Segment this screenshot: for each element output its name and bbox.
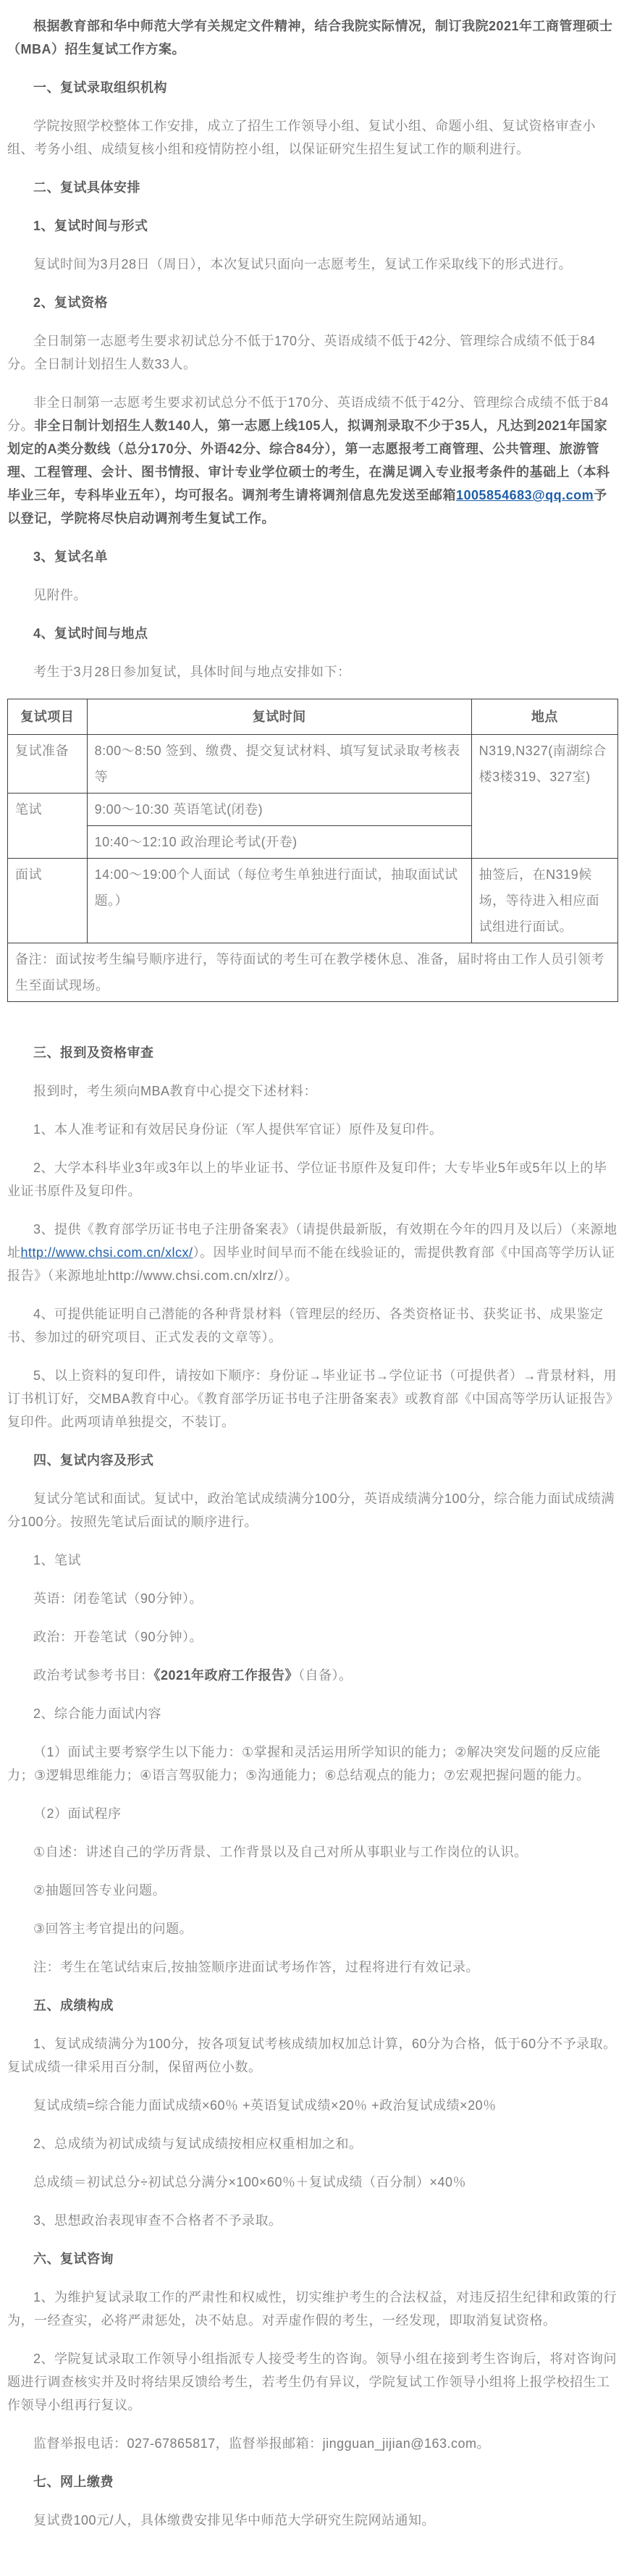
text-segment: （1）面试主要考察学生以下能力：①掌握和灵活运用所学知识的能力；②解决突发问题的反应能力；③逻辑思维能力；④语言驾驭能力；⑤沟通能力；⑥总结观点的能力；⑦宏观把握问题的能力。: [7, 1745, 601, 1782]
text-segment: 三、报到及资格审查: [33, 1045, 154, 1060]
paragraph: [7, 1302, 618, 1349]
text-segment: （自备）。: [298, 1668, 353, 1683]
paragraph-politics-book: [7, 1664, 618, 1687]
paragraph: [7, 1487, 618, 1533]
text-segment: 2、复试资格: [33, 295, 109, 310]
paragraph: [7, 1079, 618, 1103]
table-header-cell: 复试时间: [87, 699, 471, 735]
paragraph: [7, 1156, 618, 1203]
paragraph: [7, 2347, 618, 2417]
table-cell: 备注：面试按考生编号顺序进行，等待面试的考生可在教学楼休息、准备，届时将由工作人员引领考生至面试现场。: [8, 943, 618, 1002]
text-segment: 4、复试时间与地点: [33, 626, 148, 641]
paragraph: [7, 2132, 618, 2155]
text-segment: 3、思想政治表现审查不合格者不予录取。: [33, 2213, 282, 2228]
section-heading-7: [7, 2470, 618, 2493]
paragraph: [7, 2509, 618, 2532]
subsection-heading-2-2: [7, 291, 618, 314]
text-segment: ①自述：讲述自己的学历背景、工作背景以及自己对所从事职业与工作岗位的认识。: [33, 1845, 528, 1859]
text-segment: 二、复试具体安排: [33, 180, 140, 195]
paragraph: [7, 1549, 618, 1572]
text-segment: 1、为维护复试录取工作的严肃性和权威性，切实维护考生的合法权益，对违反招生纪律和政策的行为，一经查实，必将严肃惩处，决不姑息。对弄虚作假的考生，一经发现，即取消复试资格。: [7, 2290, 617, 2328]
text-segment: 总成绩＝初试总分÷初试总分满分×100×60％＋复试成绩（百分制）×40％: [33, 2175, 466, 2189]
table-cell: 抽签后，在N319候场，等待进入相应面试组进行面试。: [471, 859, 617, 943]
text-segment: 四、复试内容及形式: [33, 1453, 154, 1468]
table-row: [8, 859, 618, 943]
section-heading-5: [7, 1994, 618, 2017]
text-segment: 见附件。: [33, 588, 87, 602]
text-segment: ②抽题回答专业问题。: [33, 1883, 166, 1898]
table-cell: 9:00～10:30 英语笔试(闭卷): [87, 794, 471, 826]
table-cell: 笔试: [8, 794, 88, 859]
paragraph-adjustment: [7, 391, 618, 530]
text-segment: 政治：开卷笔试（90分钟）。: [33, 1630, 203, 1644]
text-segment: 2、综合能力面试内容: [33, 1706, 162, 1721]
paragraph: [7, 2032, 618, 2079]
table-row: [8, 943, 618, 1002]
table-cell: N319,N327(南湖综合楼3楼319、327室): [471, 735, 617, 859]
section-heading-1: [7, 76, 618, 99]
text-segment: 复试成绩=综合能力面试成绩×60％ +英语复试成绩×20％ +政治复试成绩×20％: [33, 2098, 497, 2113]
text-segment: 六、复试咨询: [33, 2252, 114, 2266]
schedule-table: [7, 699, 618, 1002]
paragraph: [7, 1741, 618, 1787]
paragraph-chsi: [7, 1218, 618, 1287]
text-segment: 3、提供《教育部学历证书电子注册备案表》（请提供最新版，有效期在今年的四月及以后）（来源地址: [7, 1222, 617, 1260]
text-segment: 5、以上资料的复印件，请按如下顺序：身份证→毕业证书→学位证书（可提供者）→背景材料，用订书机订好，交MBA教育中心。《教育部学历证书电子注册备案表》或教育部《中国高等学历认证报告》复印件。此两项请单独提交，不装订。: [7, 1368, 617, 1429]
section-heading-6: [7, 2247, 618, 2270]
paragraph: [7, 1702, 618, 1725]
subsection-heading-2-4: [7, 622, 618, 645]
text-segment: 复试费100元/人，具体缴费安排见华中师范大学研究生院网站通知。: [33, 2513, 436, 2527]
paragraph: [7, 1956, 618, 1979]
table-header-cell: 地点: [471, 699, 617, 735]
text-segment: 2、学院复试录取工作领导小组指派专人接受考生的咨询。领导小组在接到考生咨询后，将对咨询问题进行调查核实并及时将结果反馈给考生，若考生仍有异议，学院复试工作领导小组将上报学校招生工作领导小组再行复议。: [7, 2352, 617, 2412]
text-segment: 1、本人准考证和有效居民身份证（军人提供军官证）原件及复印件。: [33, 1122, 443, 1137]
text-segment: ）。因毕业时间早而不能在线验证的，需提供教育部《中国高等学历认证报告》（来源地址http://www.chsi.com.cn/xlrz/）。: [7, 1245, 615, 1283]
paragraph: [7, 1879, 618, 1902]
text-segment: 全日制第一志愿考生要求初试总分不低于170分、英语成绩不低于42分、管理综合成绩不低于84分。全日制计划招生人数33人。: [7, 334, 596, 371]
table-cell: 10:40～12:10 政治理论考试(开卷): [87, 826, 471, 859]
paragraph-formula-retest: [7, 2094, 618, 2117]
paragraph: [7, 2286, 618, 2332]
text-segment: ③回答主考官提出的问题。: [33, 1922, 193, 1936]
paragraph: [7, 114, 618, 161]
text-segment: 2、总成绩为初试成绩与复试成绩按相应权重相加之和。: [33, 2137, 363, 2151]
text-segment: 1、笔试: [33, 1553, 82, 1567]
text-segment: 予以登记，学院将尽快启动调剂考生复试工作。: [7, 488, 607, 526]
paragraph: [7, 584, 618, 607]
text-segment: 注：考生在笔试结束后,按抽签顺序进面试考场作答，过程将进行有效记录。: [33, 1960, 479, 1974]
text-segment: 《2021年政府工作报告》: [153, 1668, 299, 1683]
section-heading-3: [7, 1041, 618, 1064]
paragraph: [7, 660, 618, 683]
text-segment: 4、可提供能证明自己潜能的各种背景材料（管理层的经历、各类资格证书、获奖证书、成果鉴定书、参加过的研究项目、正式发表的文章等）。: [7, 1307, 604, 1344]
text-segment: 1、复试时间与形式: [33, 219, 148, 233]
paragraph: [7, 1364, 618, 1434]
paragraph: [7, 2209, 618, 2232]
text-segment: 一、复试录取组织机构: [33, 80, 167, 95]
table-cell: 14:00～19:00个人面试（每位考生单独进行面试，抽取面试试题。）: [87, 859, 471, 943]
paragraph: [7, 1625, 618, 1649]
table-cell: 面试: [8, 859, 88, 943]
table-row: [8, 735, 618, 794]
subsection-heading-2-3: [7, 545, 618, 568]
text-segment: 考生于3月28日参加复试，具体时间与地点安排如下：: [33, 665, 351, 679]
text-segment: 英语：闭卷笔试（90分钟）。: [33, 1591, 203, 1606]
paragraph-formula-total: [7, 2171, 618, 2194]
text-segment: 报到时，考生须向MBA教育中心提交下述材料：: [33, 1084, 318, 1098]
section-heading-2: [7, 176, 618, 199]
text-segment: （2）面试程序: [33, 1806, 122, 1821]
paragraph: [7, 329, 618, 376]
email-link[interactable]: 1005854683@qq.com: [456, 488, 594, 502]
chsi-xlcx-link[interactable]: http://www.chsi.com.cn/xlcx/: [20, 1245, 193, 1260]
text-segment: 3、复试名单: [33, 550, 109, 564]
text-segment: 七、网上缴费: [33, 2475, 114, 2489]
text-segment: 1、复试成绩满分为100分，按各项复试考核成绩加权加总计算，60分为合格，低于60分不予录取。复试成绩一律采用百分制，保留两位小数。: [7, 2037, 617, 2074]
table-header-cell: 复试项目: [8, 699, 88, 735]
text-segment: 根据教育部和华中师范大学有关规定文件精神，结合我院实际情况，制订我院2021年工商管理硕士（MBA）招生复试工作方案。: [7, 19, 613, 56]
paragraph: [7, 253, 618, 276]
paragraph: [7, 1587, 618, 1610]
table-cell: 8:00～8:50 签到、缴费、提交复试材料、填写复试录取考核表等: [87, 735, 471, 794]
table-header-row: [8, 699, 618, 735]
paragraph: [7, 1840, 618, 1864]
paragraph: [7, 1118, 618, 1141]
text-segment: 非全日制第一志愿考生要求初试总分不低于170分、英语成绩不低于42分、管理综合成绩不低于84分。: [7, 395, 610, 433]
paragraph: [7, 1917, 618, 1940]
text-segment: 非全日制计划招生人数140人，第一志愿上线105人，拟调剂录取不少于35人，凡达到2021年国家划定的A类分数线（总分170分、外语42分、综合84分），第一志愿报考工商管理、公共管理、旅游管理、工程管理、会计、图书情报、审计专业学位硕士的考生，在满足调入专业报考条件的基础上（本科毕业三年，专科毕业五年），均可报名。调剂考生请将调剂信息先发送至邮箱: [7, 418, 610, 502]
text-segment: 政治考试参考书目：: [33, 1668, 154, 1683]
section-heading-4: [7, 1449, 618, 1472]
text-segment: 五、成绩构成: [33, 1998, 114, 2013]
text-segment: 复试分笔试和面试。复试中，政治笔试成绩满分100分，英语成绩满分100分，综合能力面试成绩满分100分。按照先笔试后面试的顺序进行。: [7, 1491, 615, 1529]
text-segment: 监督举报电话：027-67865817，监督举报邮箱：jingguan_jijian@163.com。: [33, 2436, 491, 2451]
text-segment: 复试时间为3月28日（周日），本次复试只面向一志愿考生，复试工作采取线下的形式进行。: [33, 257, 573, 272]
paragraph-supervision: [7, 2432, 618, 2455]
text-segment: 学院按照学校整体工作安排，成立了招生工作领导小组、复试小组、命题小组、复试资格审查小组、考务小组、成绩复核小组和疫情防控小组，以保证研究生招生复试工作的顺利进行。: [7, 119, 596, 156]
intro-paragraph: [7, 14, 618, 61]
table-cell: 复试准备: [8, 735, 88, 794]
paragraph: [7, 1802, 618, 1825]
subsection-heading-2-1: [7, 214, 618, 237]
text-segment: 2、大学本科毕业3年或3年以上的毕业证书、学位证书原件及复印件；大专毕业5年或5年以上的毕业证书原件及复印件。: [7, 1161, 607, 1198]
